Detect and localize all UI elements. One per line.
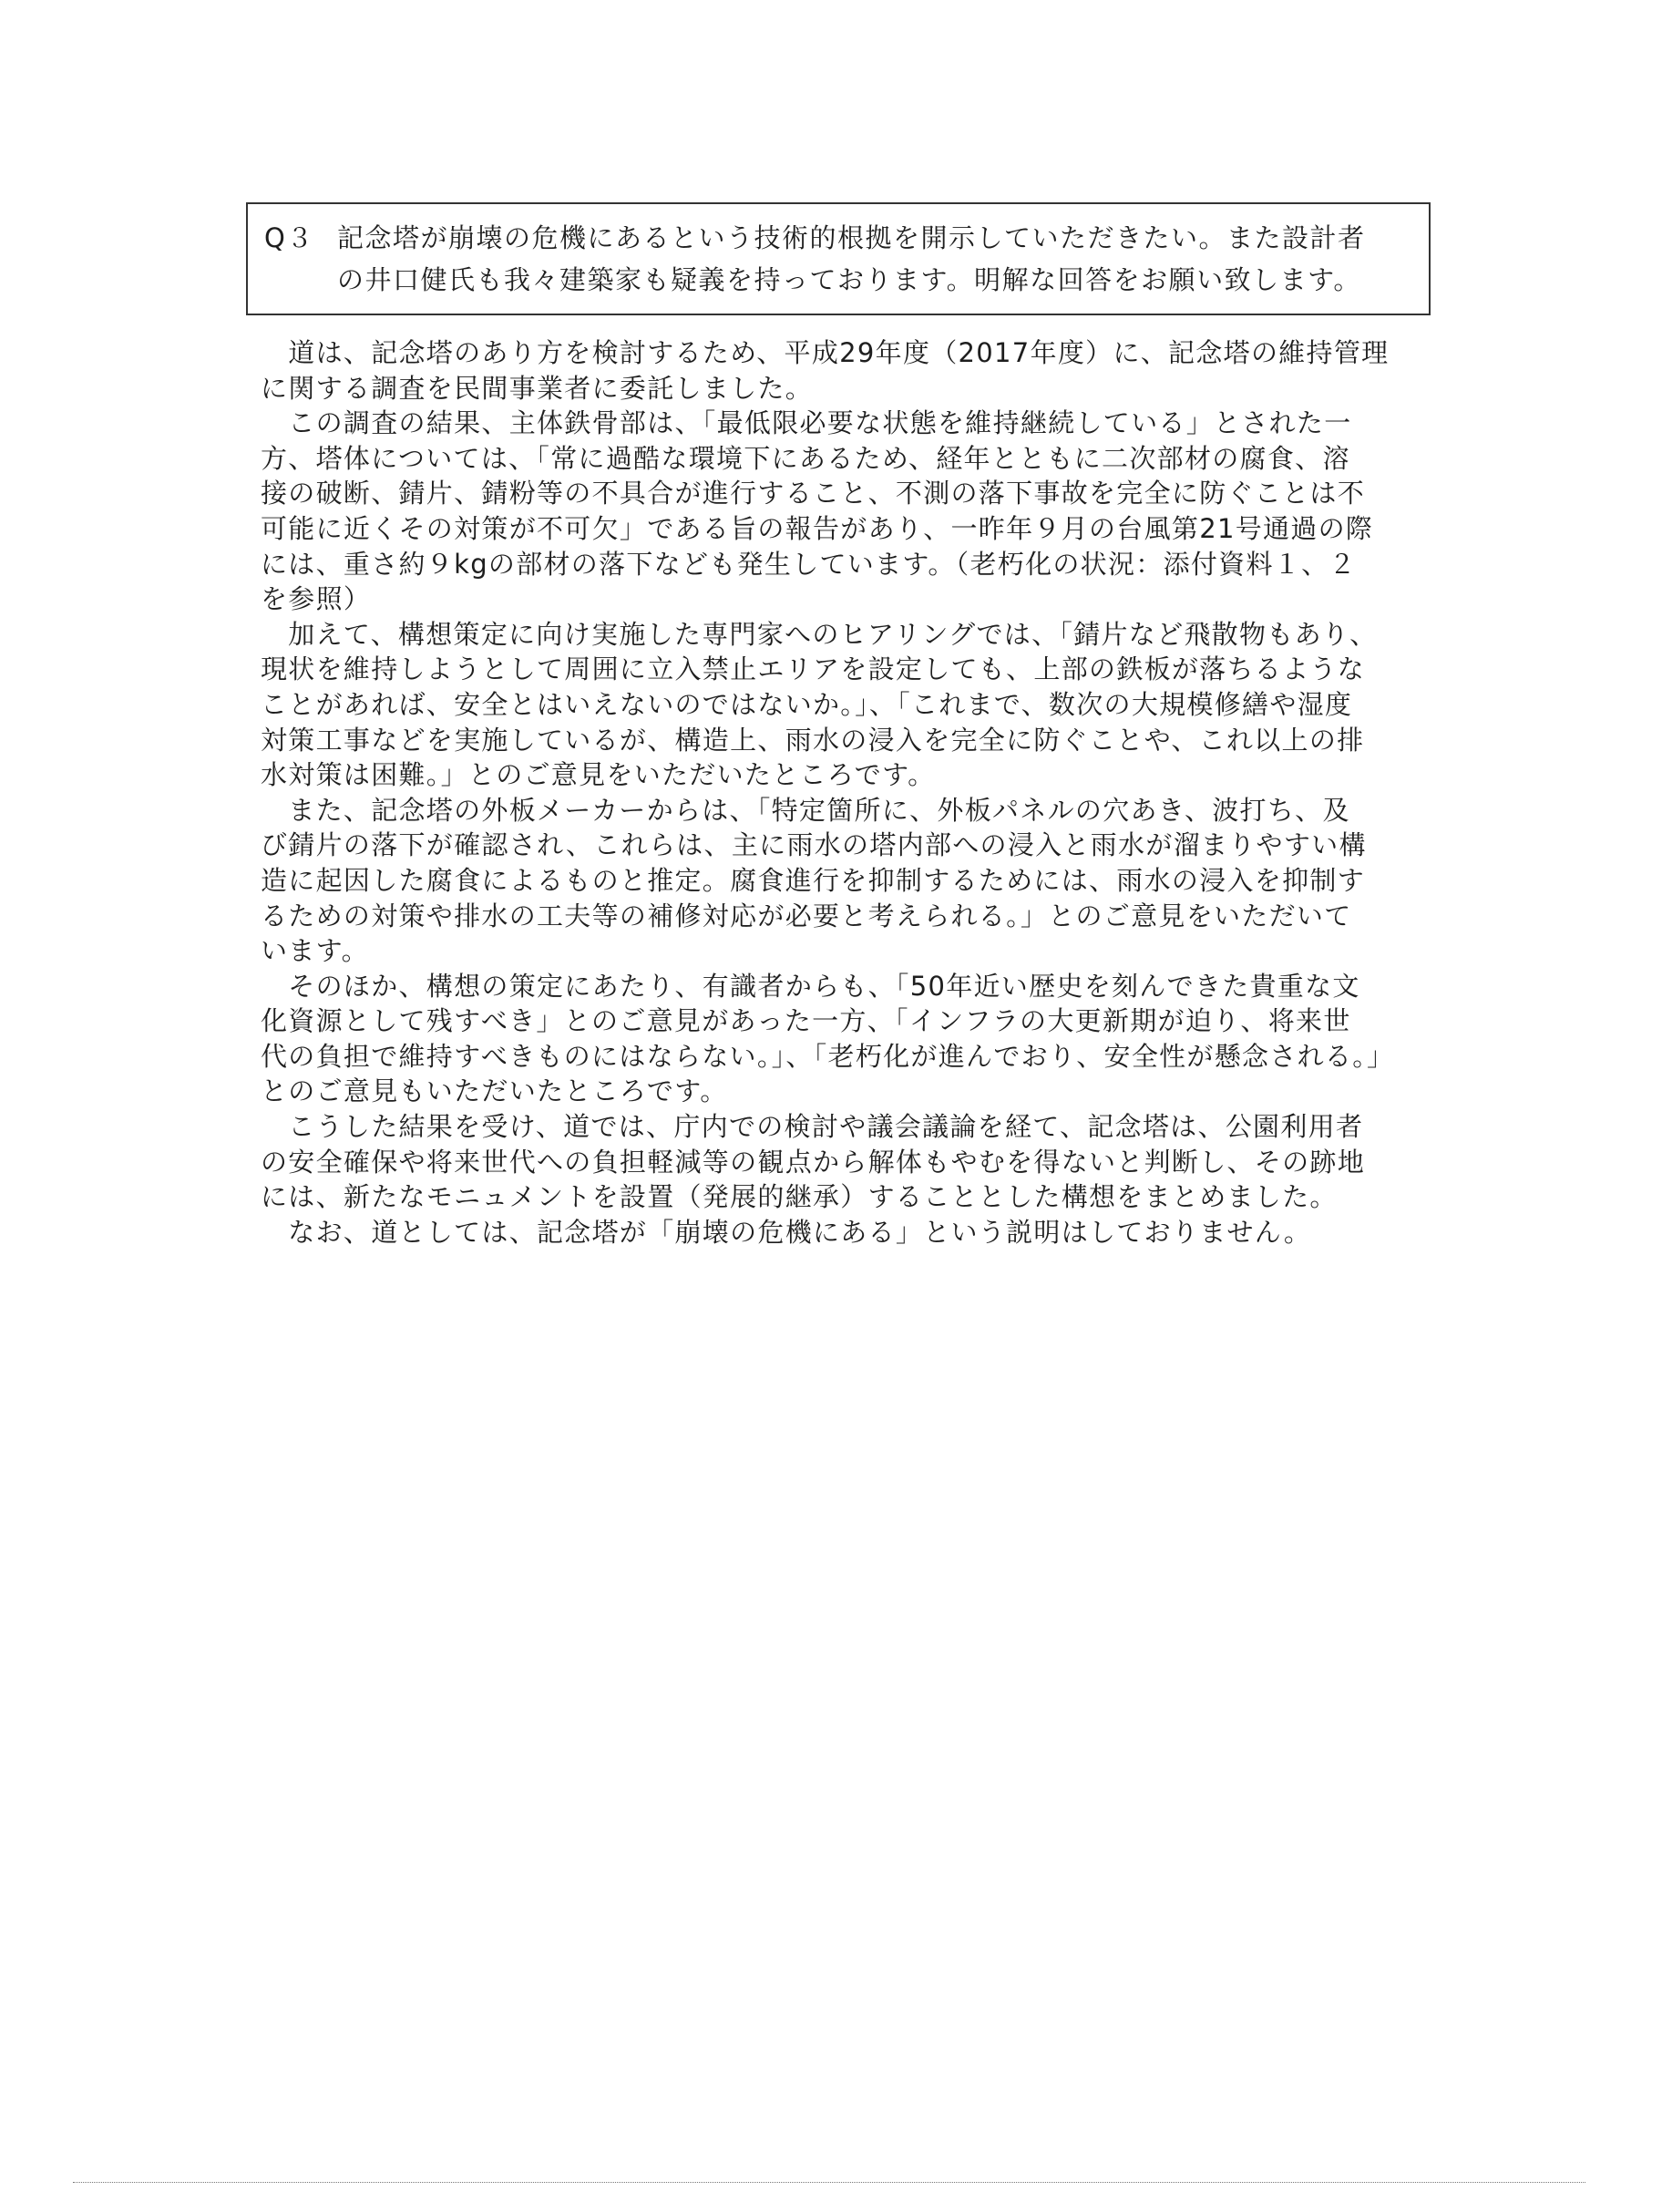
answer-line: とのご意見もいただいたところです。 <box>261 1075 728 1107</box>
answer-line: 水対策は困難。」とのご意見をいただいたところです。 <box>261 759 936 791</box>
answer-line: 可能に近くその対策が不可欠」である旨の報告があり、一昨年９月の台風第21号通過の際 <box>261 512 1374 544</box>
answer-line: 化資源として残すべき」とのご意見があった一方、「インフラの大更新期が迫り、将来世 <box>261 1005 1351 1037</box>
answer-line: こうした結果を受け、道では、庁内での検討や議会議論を経て、記念塔は、公園利用者 <box>261 1111 1364 1143</box>
answer-line: 加えて、構想策定に向け実施した専門家へのヒアリングでは、「錆片など飛散物もあり、 <box>261 618 1378 650</box>
answer-line: るための対策や排水の工夫等の補修対応が必要と考えられる。」とのご意見をいただいて <box>261 900 1352 931</box>
answer-line: 対策工事などを実施しているが、構造上、雨水の浸入を完全に防ぐことや、これ以上の排 <box>261 724 1365 756</box>
answer-line: います。 <box>261 935 369 967</box>
question-line-2: の井口健氏も我々建築家も疑義を持っております。明解な回答をお願い致します。 <box>337 264 1361 295</box>
answer-line: には、新たなモニュメントを設置（発展的継承）することとした構想をまとめました。 <box>261 1181 1338 1213</box>
answer-line: に関する調査を民間事業者に委託しました。 <box>261 372 814 404</box>
answer-line: び錆片の落下が確認され、これらは、主に雨水の塔内部への浸入と雨水が溜まりやすい構 <box>261 829 1367 861</box>
answer-line: の安全確保や将来世代への負担軽減等の観点から解体もやむを得ないと判断し、その跡地 <box>261 1146 1366 1178</box>
answer-line: そのほか、構想の策定にあたり、有識者からも、「50年近い歴史を刻んできた貴重な文 <box>261 970 1360 1002</box>
answer-line: 造に起因した腐食によるものと推定。腐食進行を抑制するためには、雨水の浸入を抑制す <box>261 864 1366 896</box>
bottom-divider <box>73 2182 1585 2183</box>
answer-line: 接の破断、錆片、錆粉等の不具合が進行すること、不測の落下事故を完全に防ぐことは不 <box>261 478 1366 509</box>
question-box <box>246 202 1431 315</box>
answer-line: 道は、記念塔のあり方を検討するため、平成29年度（2017年度）に、記念塔の維持管理 <box>261 337 1390 368</box>
answer-line: なお、道としては、記念塔が「崩壊の危機にある」という説明はしておりません。 <box>261 1216 1312 1248</box>
answer-line: 現状を維持しようとして周囲に立入禁止エリアを設定しても、上部の鉄板が落ちるような <box>261 653 1366 685</box>
answer-line: また、記念塔の外板メーカーからは、「特定箇所に、外板パネルの穴あき、波打ち、及 <box>261 794 1350 826</box>
question-line-1 <box>264 217 1412 259</box>
answer-line: ことがあれば、安全とはいえないのではないか。」、「これまで、数次の大規模修繕や湿度 <box>261 688 1353 720</box>
answer-line: を参照） <box>261 583 372 615</box>
answer-body <box>261 335 1436 1250</box>
question-text-1: 記念塔が崩壊の危機にあるという技術的根拠を開示していただきたい。また設計者 <box>337 222 1366 253</box>
answer-line: には、重さ約９kgの部材の落下なども発生しています。（老朽化の状況：添付資料１、２ <box>261 548 1357 580</box>
answer-line: この調査の結果、主体鉄骨部は、「最低限必要な状態を維持継続している」とされた一 <box>261 407 1352 439</box>
question-label: Q３ <box>264 222 314 253</box>
answer-line: 代の負担で維持すべきものにはならない。」、「老朽化が進んでおり、安全性が懸念される。」 <box>261 1040 1395 1072</box>
answer-line: 方、塔体については、「常に過酷な環境下にあるため、経年とともに二次部材の腐食、溶 <box>261 442 1350 474</box>
